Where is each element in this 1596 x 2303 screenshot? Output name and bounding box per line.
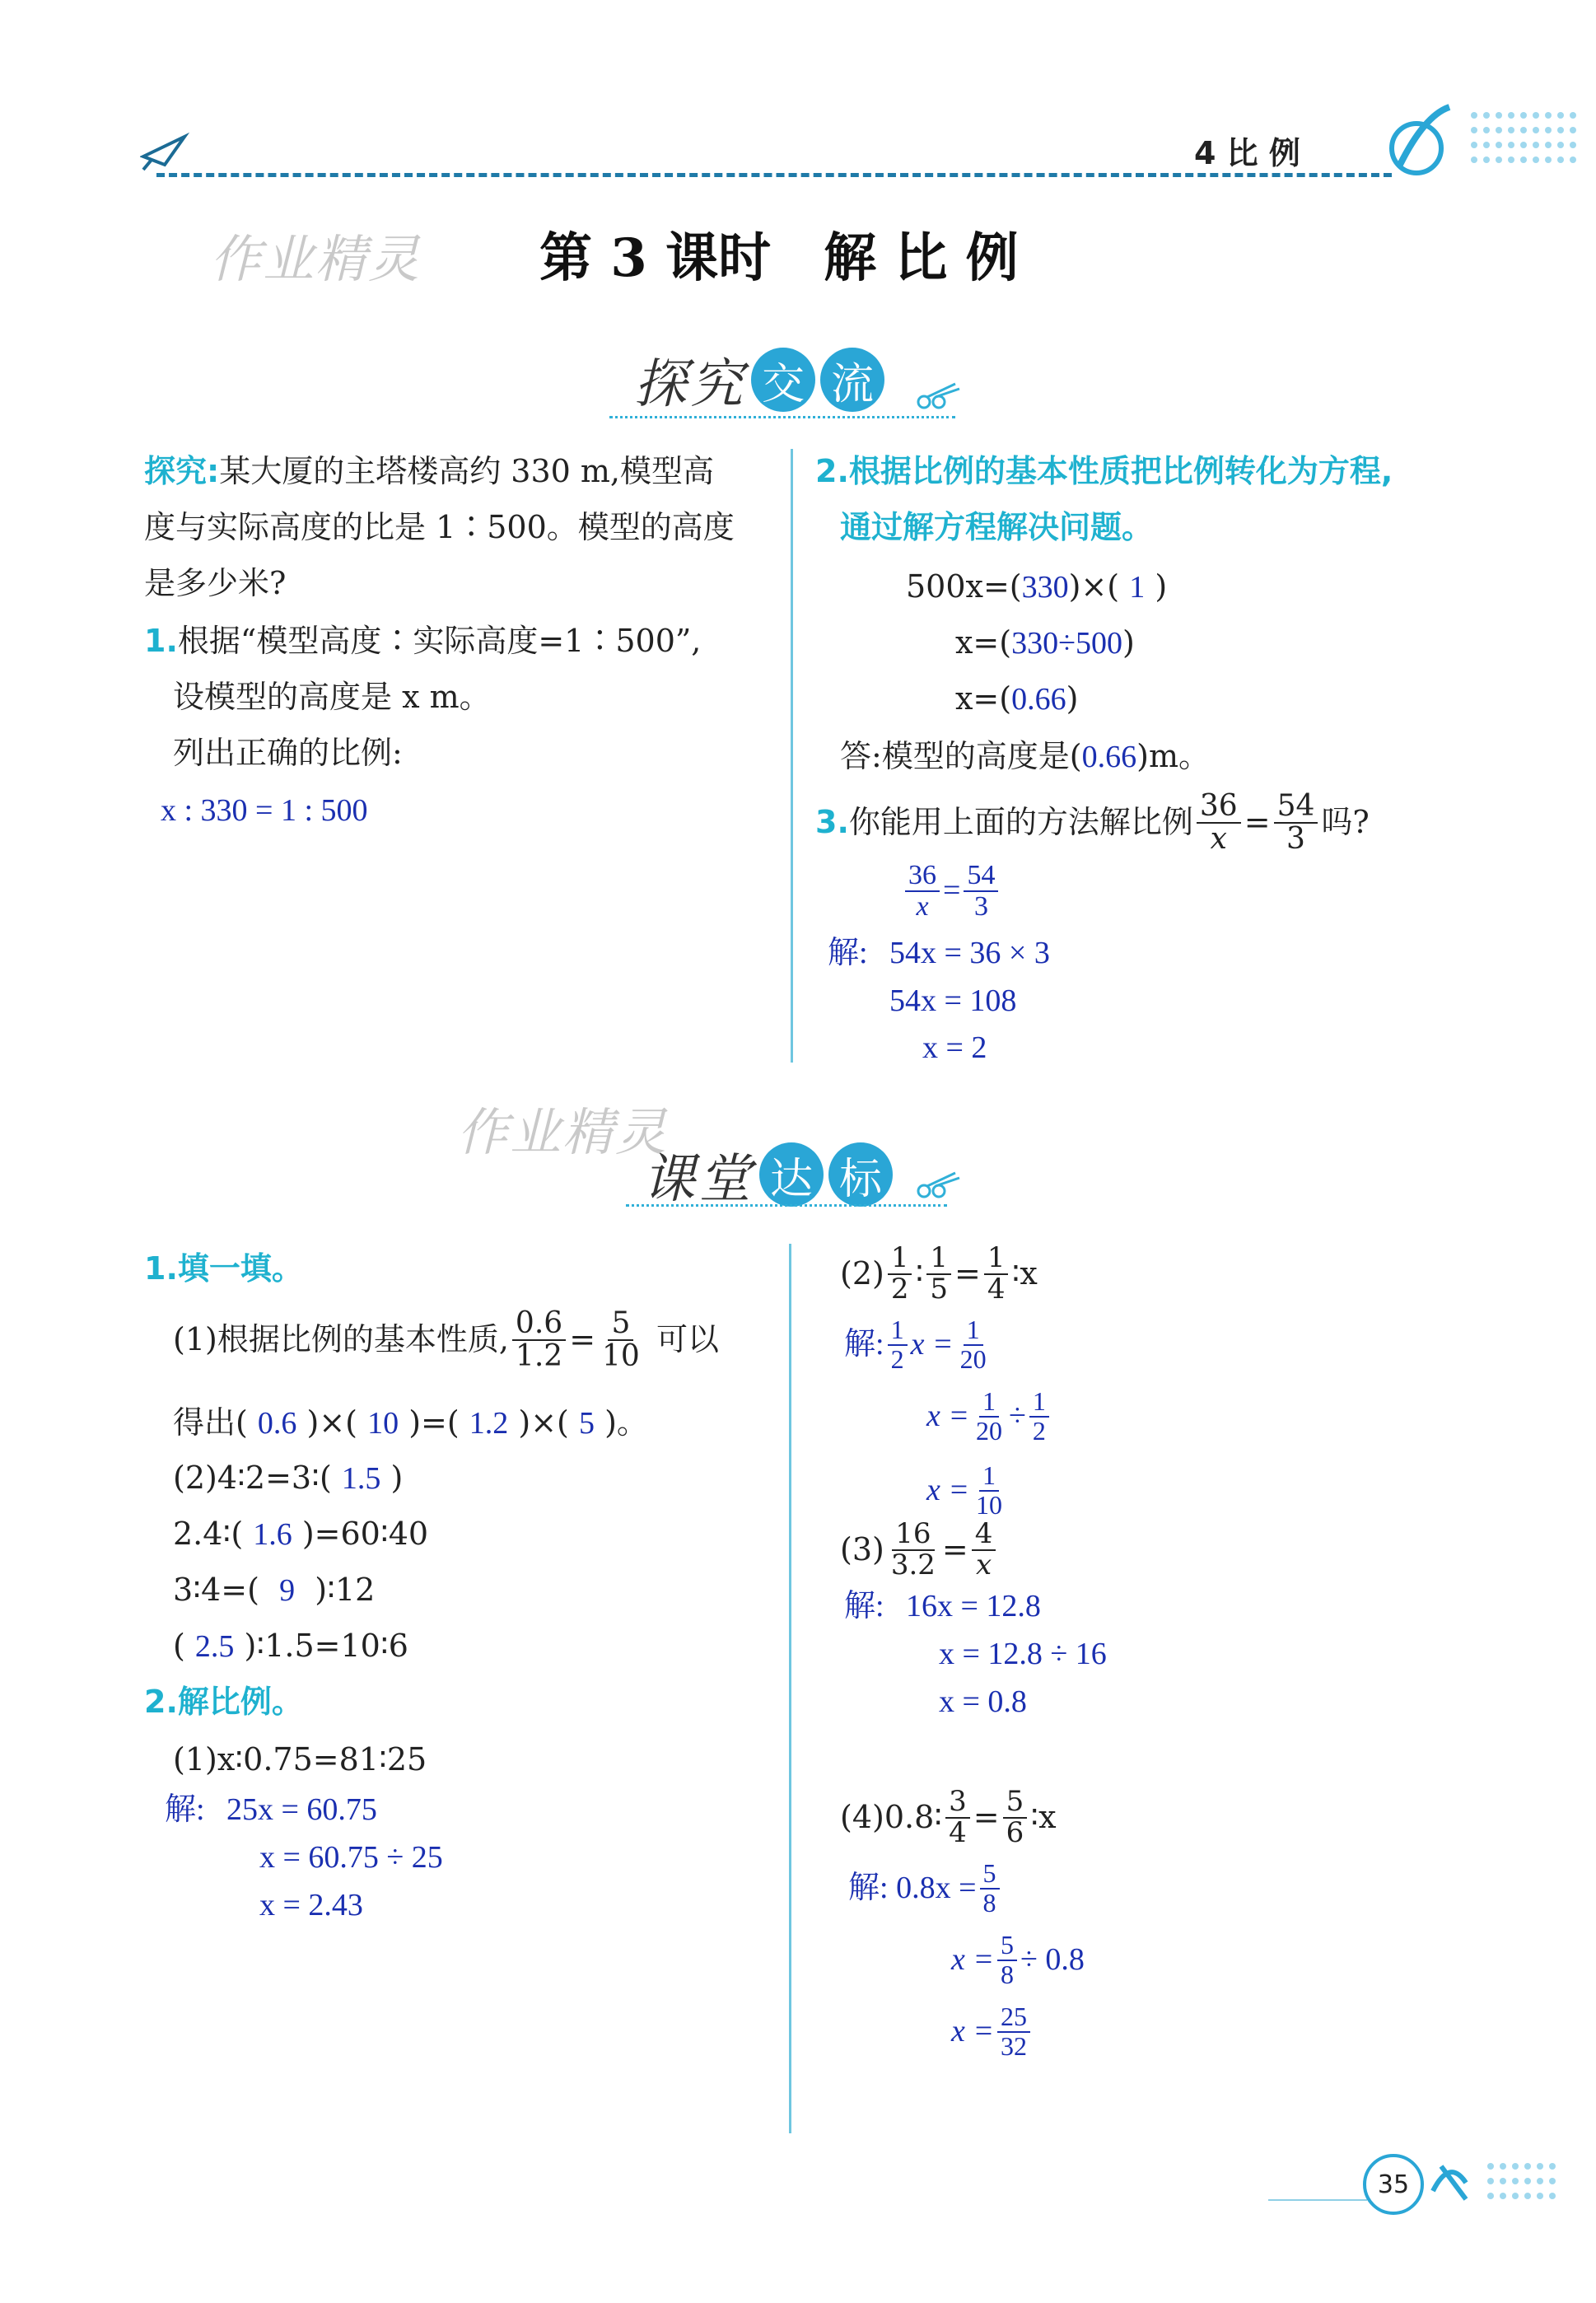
practice-2-4-step-2: x = $\frac{5}{8}$ ÷ 0.8 bbox=[951, 1930, 1085, 1989]
practice-2-2-step-3: x = $\frac{1}{10}$ bbox=[926, 1460, 1003, 1520]
practice-2-1-step-1: 25x = 60.75 bbox=[226, 1792, 377, 1827]
equation-1: 500x=(330)×( 1 ) bbox=[906, 568, 1168, 605]
question-2-line-2: 通过解方程解决问题。 bbox=[840, 509, 1154, 545]
scissors-icon bbox=[914, 1168, 964, 1201]
question-3-jie: 解: bbox=[828, 936, 868, 970]
page-number: 35 bbox=[1363, 2154, 1424, 2215]
explore-line-2: 度与实际高度的比是 1∶500。模型的高度 bbox=[144, 509, 735, 545]
equation-3: x=(0.66) bbox=[955, 680, 1079, 717]
practice-2-3-step-3: x = 0.8 bbox=[939, 1684, 1027, 1719]
explore-line-3: 是多少米? bbox=[144, 565, 287, 601]
explore-label: 探究: bbox=[144, 453, 220, 489]
banner-char: 交 bbox=[751, 348, 815, 412]
header-dots-decoration bbox=[1384, 91, 1589, 189]
practice-2-3-jie: 解: bbox=[844, 1589, 884, 1623]
watermark: 作业精灵 bbox=[457, 1102, 669, 1162]
practice-2-title: 2.解比例。 bbox=[144, 1684, 303, 1720]
answer-line: 答:模型的高度是(0.66)m。 bbox=[840, 738, 1210, 774]
explore-text: 某大厦的主塔楼高约 330 m,模型高 bbox=[219, 453, 715, 489]
practice-2-1-jie: 解: bbox=[165, 1792, 205, 1827]
banner-char: 标 bbox=[828, 1142, 893, 1207]
practice-2-3-step-2: x = 12.8 ÷ 16 bbox=[939, 1637, 1107, 1671]
practice-2-2-question: (2) $\frac{1}{2}$ ∶ $\frac{1}{5}$ = $\frac{1}{4}$ ∶x bbox=[840, 1241, 1038, 1306]
practice-2-1-question: (1)x∶0.75=81∶25 bbox=[173, 1741, 427, 1777]
banner-char: 达 bbox=[759, 1142, 824, 1207]
scissors-icon bbox=[914, 379, 964, 412]
practice-2-4-step-3: x = $\frac{25}{32}$ bbox=[951, 2003, 1034, 2060]
practice-2-3-step-1: 16x = 12.8 bbox=[906, 1589, 1041, 1623]
explore-line-1 bbox=[144, 453, 714, 491]
column-divider bbox=[791, 449, 793, 1063]
section-banner-explore bbox=[634, 342, 884, 418]
question-3-step-3: x = 2 bbox=[922, 1030, 987, 1065]
section-banner-practice bbox=[642, 1137, 893, 1212]
header-dashed-line bbox=[156, 173, 1392, 177]
page-title: 第 3 课时 解 比 例 bbox=[539, 227, 1019, 289]
question-text: 根据“模型高度∶实际高度=1∶500”, bbox=[177, 623, 702, 659]
question-3-proportion: $\frac{36}{x}$ = $\frac{54}{3}$ bbox=[902, 861, 1001, 921]
question-3-step-1: 54x = 36 × 3 bbox=[889, 936, 1050, 970]
practice-1-1: (1)根据比例的基本性质, $\frac{0.6}{1.2}$ = $\frac{5}{10}$ 可以 bbox=[173, 1306, 719, 1373]
banner-char: 流 bbox=[820, 348, 884, 412]
unit-label: 4 比 例 bbox=[1194, 135, 1300, 171]
footer-dots-decoration bbox=[1425, 2150, 1573, 2216]
question-number: 2. bbox=[815, 453, 849, 489]
equation-2: x=(330÷500) bbox=[955, 624, 1135, 661]
practice-1-5: ( 2.5 )∶1.5=10∶6 bbox=[173, 1628, 408, 1664]
question-text: 根据比例的基本性质把比例转化为方程, bbox=[848, 453, 1393, 489]
question-1-line-2: 设模型的高度是 x m。 bbox=[173, 679, 491, 715]
banner-underline bbox=[609, 416, 955, 418]
paper-plane-icon bbox=[140, 132, 189, 173]
banner-text: 课堂 bbox=[642, 1149, 754, 1210]
question-3-step-2: 54x = 108 bbox=[889, 983, 1017, 1018]
question-1-answer: x : 330 = 1 : 500 bbox=[161, 793, 368, 828]
watermark: 作业精灵 bbox=[210, 229, 422, 289]
practice-2-3-question: (3) $\frac{16}{3.2}$ = $\frac{4}{x}$ bbox=[840, 1520, 999, 1580]
practice-2-4-question: (4)0.8∶ $\frac{3}{4}$ = $\frac{5}{6}$ ∶x bbox=[840, 1785, 1057, 1849]
question-number: 1. bbox=[144, 623, 178, 659]
question-2 bbox=[815, 453, 1393, 491]
practice-1-3: 2.4∶( 1.6 )=60∶40 bbox=[173, 1516, 429, 1552]
practice-2-2-step-2: x = $\frac{1}{20}$ ÷ $\frac{1}{2}$ bbox=[926, 1388, 1052, 1445]
practice-2-1-step-2: x = 60.75 ÷ 25 bbox=[259, 1840, 443, 1875]
practice-2-2-step-1: 解: $\frac{1}{2}$ x = $\frac{1}{20}$ bbox=[844, 1315, 987, 1374]
practice-2-4-step-1: 解: 0.8x = $\frac{5}{8}$ bbox=[848, 1860, 1003, 1917]
banner-text: 探究 bbox=[634, 354, 746, 415]
practice-1-title: 1.填一填。 bbox=[144, 1250, 303, 1287]
practice-2-1-step-3: x = 2.43 bbox=[259, 1888, 363, 1922]
footer-line bbox=[1268, 2199, 1367, 2201]
question-1-line-3: 列出正确的比例: bbox=[173, 735, 403, 771]
question-3: 3. 你能用上面的方法解比例 $\frac{36}{x}$ = $\frac{54}{3}$ 吗? bbox=[815, 789, 1370, 856]
practice-1-4: 3∶4=( 9 )∶12 bbox=[173, 1572, 376, 1608]
practice-1-1-answer: 得出( 0.6 )×( 10 )=( 1.2 )×( 5 )。 bbox=[173, 1404, 648, 1441]
practice-1-2: (2)4∶2=3∶( 1.5 ) bbox=[173, 1460, 404, 1496]
question-1 bbox=[144, 623, 701, 661]
column-divider bbox=[789, 1244, 791, 2133]
banner-underline bbox=[626, 1204, 947, 1207]
